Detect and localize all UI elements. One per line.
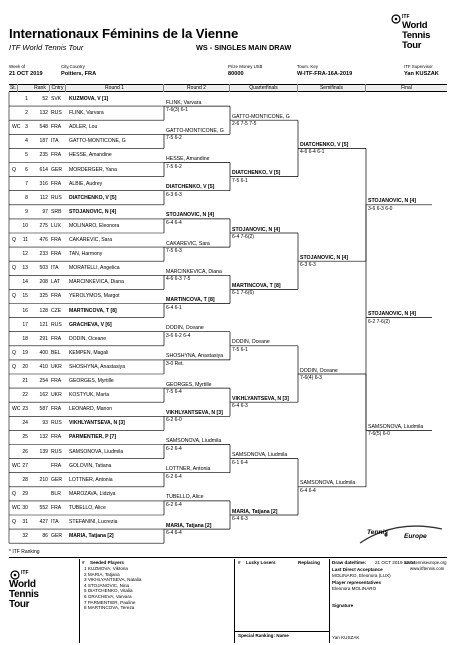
semifinal-score: 7-6(4) 6-3 [300, 375, 322, 381]
logo-world-text: World [402, 20, 428, 31]
player-country: FRA [51, 251, 62, 258]
supervisor-label: ITF Supervisor [404, 64, 433, 69]
seed-status: Q [12, 363, 16, 370]
replacing-header: Replacing [298, 560, 320, 565]
player-name: TUBELLO, Alice [69, 504, 106, 511]
player-row [9, 447, 164, 458]
tourn-key-value: W-ITF-FRA-16A-2019 [297, 71, 353, 77]
quarterfinal-winner: SAMSONOVA, Liudmila [232, 452, 288, 459]
player-name: MARTINCOVA, T [8] [69, 307, 117, 314]
player-rank: 291 [39, 335, 48, 342]
draw-position: 1 [25, 96, 28, 102]
draw-position: 26 [22, 448, 28, 455]
logo-bottom-tennis: Tennis [9, 589, 39, 600]
player-row [9, 531, 164, 542]
lucky-header-num: # [238, 560, 241, 565]
player-name: GATTO-MONTICONE, G [69, 138, 126, 145]
player-rank: 275 [39, 222, 48, 229]
draw-position: 13 [22, 265, 28, 272]
round2-score: 6-2 6-4 [166, 501, 182, 508]
player-row [9, 489, 164, 500]
city-value: Poitiers, FRA [61, 71, 97, 77]
draw-position: 14 [22, 279, 28, 286]
tennis-europe-url[interactable]: www.tenniseurope.org [404, 560, 447, 565]
round2-winner: CAKAREVIC, Sara [166, 240, 210, 247]
logo-bottom-world: World [9, 579, 36, 590]
player-name: STEFANINI, Lucrezia [69, 519, 118, 525]
player-country: UKR [51, 392, 62, 399]
player-rank: 587 [39, 406, 48, 413]
player-name: VIKHLYANTSEVA, N [3] [69, 420, 125, 427]
draw-position: 21 [22, 378, 28, 384]
player-row [9, 291, 164, 302]
final-winner: SAMSONOVA, Liudmila [368, 423, 424, 430]
quarterfinal-winner: DIATCHENKO, V [5] [232, 170, 281, 177]
draw-position: 17 [22, 321, 28, 328]
header-final: Final [401, 85, 412, 91]
player-rank: 325 [39, 293, 48, 300]
round2-score: 7-5 6-3 [166, 248, 182, 255]
player-name: KUZMOVA, V [1] [69, 96, 109, 102]
semifinal-winner: SAMSONOVA, Liudmila [300, 480, 356, 487]
player-name: DIATCHENKO, V [5] [69, 194, 117, 201]
player-row [9, 432, 164, 443]
draw-position: 22 [22, 392, 28, 399]
header-round2: Round 2 [164, 84, 230, 92]
player-country: FRA [51, 237, 62, 243]
semifinal-winner: DIATCHENKO, V [5] [300, 141, 349, 148]
player-rank: 233 [39, 251, 48, 258]
player-country: GER [51, 533, 63, 540]
player-row [9, 376, 164, 387]
draw-position: 32 [22, 533, 28, 540]
player-rank: 132 [39, 434, 48, 441]
round2-score: 7-6(3) 6-1 [166, 107, 188, 114]
player-row [9, 94, 164, 105]
player-name: PARMENTIER, P [7] [69, 434, 117, 441]
bottom-divider [9, 557, 447, 558]
player-country: BLR [51, 490, 61, 497]
special-ranking-header: Special Ranking: Name [238, 633, 289, 638]
itf-world-tennis-tour-logo-bottom [9, 568, 59, 608]
player-rank: 93 [42, 420, 48, 427]
player-country: RUS [51, 420, 62, 427]
player-country: LUX [51, 222, 61, 229]
round2-score: 6-3 6-3 [166, 191, 182, 198]
tournament-title: Internationaux Féminins de la Vienne [9, 26, 239, 41]
player-row [9, 150, 164, 161]
player-name: GRACHEVA, V [6] [69, 321, 112, 328]
player-rank: 476 [39, 237, 48, 243]
draw-position: 19 [22, 349, 28, 356]
player-name: MARIA, Tatjana [2] [69, 533, 114, 540]
player-country: FRA [51, 180, 62, 187]
player-rank: 400 [39, 349, 48, 356]
player-row [9, 334, 164, 345]
player-name: GOLOVIN, Tatiana [69, 462, 112, 469]
player-row [9, 306, 164, 317]
draw-position: 6 [25, 166, 28, 173]
draw-date-label: Draw date/time: [332, 560, 367, 565]
round2-winner: LOTTNER, Antonia [166, 466, 211, 473]
quarterfinal-winner: STOJANOVIC, N [4] [232, 226, 281, 233]
player-rank: 52 [42, 96, 48, 102]
draw-position: 16 [22, 307, 28, 314]
player-row [9, 193, 164, 204]
quarterfinal-winner: MARTINCOVA, T [8] [232, 282, 281, 289]
player-rank: 139 [39, 448, 48, 455]
player-row [9, 277, 164, 288]
quarterfinal-score: 2-6 7-5 7-5 [232, 121, 257, 128]
player-name: FLINK, Varvara [69, 110, 104, 117]
player-rank: 235 [39, 152, 48, 159]
player-row [9, 235, 164, 246]
player-country: ITA [51, 519, 59, 525]
seeded-header: Seeded Players [90, 560, 124, 565]
header-st: St. [9, 85, 17, 91]
round2-score: 6-4 6-1 [166, 304, 182, 311]
seed-status: WC [12, 124, 21, 131]
player-country: FRA [51, 462, 62, 469]
draw-position: 10 [22, 222, 28, 229]
player-name: MORATELLI, Angelica [69, 265, 120, 272]
player-rank: 548 [39, 124, 48, 131]
round2-winner: MARIA, Tatjana [2] [166, 522, 212, 529]
player-rank: 128 [39, 307, 48, 314]
player-country: FRA [51, 406, 62, 413]
draw-position: 24 [22, 420, 28, 427]
round2-winner: SHOSHYNA, Anastasiya [166, 353, 224, 360]
player-country: RUS [51, 110, 62, 117]
seeded-player: 8 MARTINCOVA, Tereza [84, 605, 135, 611]
player-name: LOTTNER, Antonia [69, 476, 113, 483]
player-row [9, 249, 164, 260]
player-name: LEONARD, Manon [69, 406, 113, 413]
seeded-header-num: # [82, 560, 85, 565]
player-row [9, 503, 164, 514]
draw-name: WS - SINGLES MAIN DRAW [196, 43, 292, 52]
player-row [9, 362, 164, 373]
champion-score: 6-2 7-6(2) [368, 318, 390, 325]
quarterfinal-score: 7-5 6-1 [232, 177, 248, 184]
seed-status: Q [12, 237, 16, 243]
draw-position: 12 [22, 251, 28, 258]
player-rank: 254 [39, 378, 48, 384]
lucky-losers-header: Lucky Losers [246, 560, 276, 565]
seed-status: Q [12, 265, 16, 272]
round2-winner: GATTO-MONTICONE, G [166, 127, 224, 134]
player-row [9, 418, 164, 429]
player-row [9, 263, 164, 274]
prize-value: 80000 [228, 71, 244, 77]
quarterfinal-winner: DODIN, Oceane [232, 339, 270, 346]
final-score: 3-6 6-3 6-0 [368, 205, 393, 212]
player-rank: 132 [39, 110, 48, 117]
player-row [9, 136, 164, 147]
player-row [9, 390, 164, 401]
draw-position: 2 [25, 110, 28, 117]
player-row [9, 404, 164, 415]
special-divider [235, 631, 329, 632]
logo-bottom-tour: Tour [9, 599, 30, 610]
player-name: HESSE, Amandine [69, 152, 112, 159]
player-rank: 208 [39, 279, 48, 286]
player-rank: 97 [42, 208, 48, 215]
player-country: ITA [51, 265, 59, 272]
player-rank: 614 [39, 166, 48, 173]
quarterfinal-score: 6-4 6-3 [232, 403, 248, 410]
player-row [9, 207, 164, 218]
draw-position: 11 [22, 237, 28, 243]
seed-status: Q [12, 166, 16, 173]
player-row [9, 517, 164, 528]
semifinal-winner: STOJANOVIC, N [4] [300, 254, 349, 261]
seeded-player: 2 MARIA, Tatjana [84, 571, 120, 577]
seed-status: WC [12, 406, 21, 413]
player-country: ITA [51, 138, 59, 145]
draw-position: 7 [25, 180, 28, 187]
player-rank: 503 [39, 265, 48, 272]
tourn-key-label: Tourn. Key [297, 64, 318, 69]
player-row [9, 108, 164, 119]
draw-position: 29 [22, 490, 28, 497]
player-country: RUS [51, 448, 62, 455]
header-round1: Round 1 [66, 84, 164, 92]
player-rank: 427 [39, 519, 48, 525]
player-country: BEL [51, 349, 61, 356]
round2-winner: DODIN, Oceane [166, 325, 204, 332]
player-country: FRA [51, 124, 62, 131]
draw-position: 18 [22, 335, 28, 342]
round2-score: 7-5 6-4 [166, 389, 182, 396]
player-row [9, 348, 164, 359]
week-label: Week of [9, 64, 26, 69]
player-name: STOJANOVIC, N [4] [69, 208, 117, 215]
player-rank: 210 [39, 476, 48, 483]
signature-value: Yan KUSZAK [332, 635, 360, 640]
player-country: SVK [51, 96, 62, 102]
player-name: MORDERGER, Yana [69, 166, 117, 173]
tennis-europe-logo [356, 523, 446, 547]
prize-label: Prize Money US$ [228, 64, 263, 69]
te-text-b: Europe [404, 533, 427, 540]
supervisor-value: Yan KUSZAK [404, 71, 439, 77]
quarterfinal-winner: VIKHLYANTSEVA, N [3] [232, 395, 289, 402]
draw-position: 23 [22, 406, 28, 413]
player-country: FRA [51, 378, 62, 384]
quarterfinal-score: 6-4 6-3 [232, 516, 248, 522]
player-country: FRA [51, 504, 62, 511]
round2-score: 7-5 6-2 [166, 135, 182, 142]
seeded-player: 7 PARMENTIER, Pauline [84, 599, 136, 605]
player-country: FRA [51, 434, 62, 441]
round2-score: 3-6 6-2 6-4 [166, 332, 191, 339]
seeded-player: 1 KUZMOVA, Viktoria [84, 566, 128, 571]
round2-winner: GEORGES, Myrtille [166, 381, 212, 388]
quarterfinal-score: 6-1 6-4 [232, 459, 248, 466]
round2-winner: VIKHLYANTSEVA, N [3] [166, 409, 223, 416]
player-country: GER [51, 476, 63, 483]
player-name: SAMSONOVA, Liudmila [69, 448, 124, 455]
seed-status: Q [12, 490, 16, 497]
player-name: KEMPEN, Magali [69, 349, 109, 356]
quarterfinal-winner: MARIA, Tatjana [2] [232, 508, 278, 515]
player-row [9, 165, 164, 176]
round2-winner: HESSE, Amandine [166, 156, 210, 162]
header-rank: Rank [31, 84, 50, 92]
seeded-player: 3 VIKHLYANTSEVA, Natalia [84, 577, 142, 583]
player-rank: 112 [39, 194, 48, 201]
header-cntry: Cntry [50, 84, 66, 92]
seed-status: WC [12, 504, 21, 511]
final-winner: STOJANOVIC, N [4] [368, 198, 417, 205]
player-rank: 162 [39, 392, 48, 399]
draw-position: 8 [25, 194, 28, 201]
round2-winner: STOJANOVIC, N [4] [166, 212, 215, 219]
round2-winner: FLINK, Varvara [166, 99, 202, 106]
draw-position: 27 [22, 462, 28, 469]
player-rep-value: Eleonora MOLINARO [332, 586, 377, 591]
seeded-player: 6 GRACHEVA, Varvara [84, 594, 132, 599]
player-country: CZE [51, 307, 62, 314]
draw-position: 28 [22, 476, 28, 483]
last-acceptance-label: Last Direct Acceptance [332, 567, 383, 572]
round2-winner: SAMSONOVA, Liudmila [166, 438, 222, 444]
round2-score: 6-2 6-4 [166, 445, 182, 452]
quarterfinal-score: 7-5 6-1 [232, 346, 248, 353]
header-semifinals: Semifinals [298, 84, 366, 92]
week-value: 21 OCT 2019 [9, 71, 43, 77]
draw-position: 9 [25, 208, 28, 215]
itf-ranking-note: * ITF Ranking [9, 549, 40, 555]
player-country: UKR [51, 363, 62, 370]
last-acceptance-value: MOLINARO, Eleonora (LUX) [332, 573, 391, 578]
player-rank: 187 [39, 138, 48, 145]
player-country: GER [51, 166, 63, 173]
player-row [9, 221, 164, 232]
seed-status: WC [12, 462, 21, 469]
draw-position: 31 [22, 519, 28, 525]
draw-position: 30 [22, 504, 28, 511]
draw-position: 20 [22, 363, 28, 370]
round2-score: 3-0 Ret. [166, 360, 184, 367]
player-name: TAN, Harmony [69, 251, 103, 258]
round2-winner: MARTINCOVA, T [8] [166, 297, 215, 303]
signature-label: Signature [332, 603, 354, 608]
seed-status: Q [12, 349, 16, 356]
seeded-player: 4 STOJANOVIC, Nina [84, 582, 130, 588]
seed-status: Q [12, 519, 16, 525]
round2-score: 6-4 6-4 [166, 530, 182, 537]
round2-score: 6-2 6-0 [166, 417, 182, 424]
te-text-a: Tennis [367, 529, 389, 536]
player-name: KOSTYUK, Marta [69, 392, 110, 399]
semifinal-score: 6-3 6-3 [300, 262, 316, 269]
player-country: SRB [51, 208, 62, 215]
player-name: CAKAREVIC, Sara [69, 237, 113, 243]
draw-position: 15 [22, 293, 28, 300]
seed-status: Q [12, 293, 16, 300]
player-name: ALBIE, Audrey [69, 180, 103, 187]
seeded-player: 5 DIATCHENKO, Vitalia [84, 588, 133, 594]
player-name: GEORGES, Myrtille [69, 378, 114, 384]
round2-score: 6-4 6-4 [166, 219, 182, 226]
player-country: RUS [51, 321, 62, 328]
player-row [9, 320, 164, 331]
quarterfinal-winner: GATTO-MONTICONE, G [232, 113, 290, 120]
player-row [9, 179, 164, 190]
quarterfinal-score: 6-4 7-6(2) [232, 234, 254, 240]
draw-date-value: 21 OCT 2019 12:04 [375, 560, 416, 565]
player-name: YEROLYMOS, Margot [69, 293, 120, 300]
draw-position: 5 [25, 152, 28, 159]
draw-position: 4 [25, 138, 28, 145]
draw-position: 25 [22, 434, 28, 441]
player-name: SHOSHYNA, Anastasiya [69, 363, 126, 370]
round2-winner: DIATCHENKO, V [5] [166, 184, 215, 191]
player-row [9, 475, 164, 486]
player-name: MAROZAVA, Lidziya [69, 490, 116, 497]
round2-score: 7-5 6-2 [166, 163, 182, 170]
player-rank: 86 [42, 533, 48, 540]
tour-subtitle: ITF World Tennis Tour [9, 43, 84, 52]
round2-score: 6-2 6-4 [166, 473, 182, 480]
player-country: FRA [51, 152, 62, 159]
logo-itf-text: ITF [402, 14, 410, 20]
player-name: MARCINKEVICA, Diana [69, 279, 124, 286]
player-rep-label: Player representatives [332, 580, 382, 585]
semifinal-score: 4-6 6-4 6-1 [300, 149, 325, 156]
semifinal-score: 6-4 6-4 [300, 487, 316, 494]
quarterfinal-score: 6-1 7-6(6) [232, 290, 254, 297]
player-name: ADLER, Lou [69, 124, 98, 131]
player-country: LAT [51, 279, 60, 286]
round2-winner: TUBELLO, Alice [166, 494, 204, 501]
itf-url[interactable]: www.itftennis.com [410, 566, 445, 571]
semifinal-winner: DODIN, Oceane [300, 367, 338, 374]
draw-position: 3 [25, 124, 28, 131]
header-quarterfinals: Quarterfinals [230, 84, 298, 92]
city-label: City,Country [61, 64, 85, 69]
player-name: DODIN, Oceane [69, 335, 107, 342]
logo-tour-text: Tour [402, 40, 422, 51]
final-score: 7-6(5) 6-0 [368, 431, 390, 438]
player-country: FRA [51, 293, 62, 300]
player-rank: 316 [39, 180, 48, 187]
champion-name: STOJANOVIC, N [4] [368, 311, 417, 318]
player-row [9, 461, 164, 472]
player-country: FRA [51, 335, 62, 342]
round2-score: 4-6 6-3 7-5 [166, 276, 191, 283]
logo-bottom-itf: ITF [21, 570, 29, 576]
player-rank: 552 [39, 504, 48, 511]
player-country: RUS [51, 194, 62, 201]
round2-winner: MARCINKEVICA, Diana [166, 268, 222, 275]
player-name: MOLINARO, Eleonora [69, 222, 120, 229]
player-rank: 121 [39, 321, 48, 328]
player-row [9, 122, 164, 133]
logo-tennis-text: Tennis [402, 30, 431, 41]
player-rank: 410 [39, 363, 48, 370]
